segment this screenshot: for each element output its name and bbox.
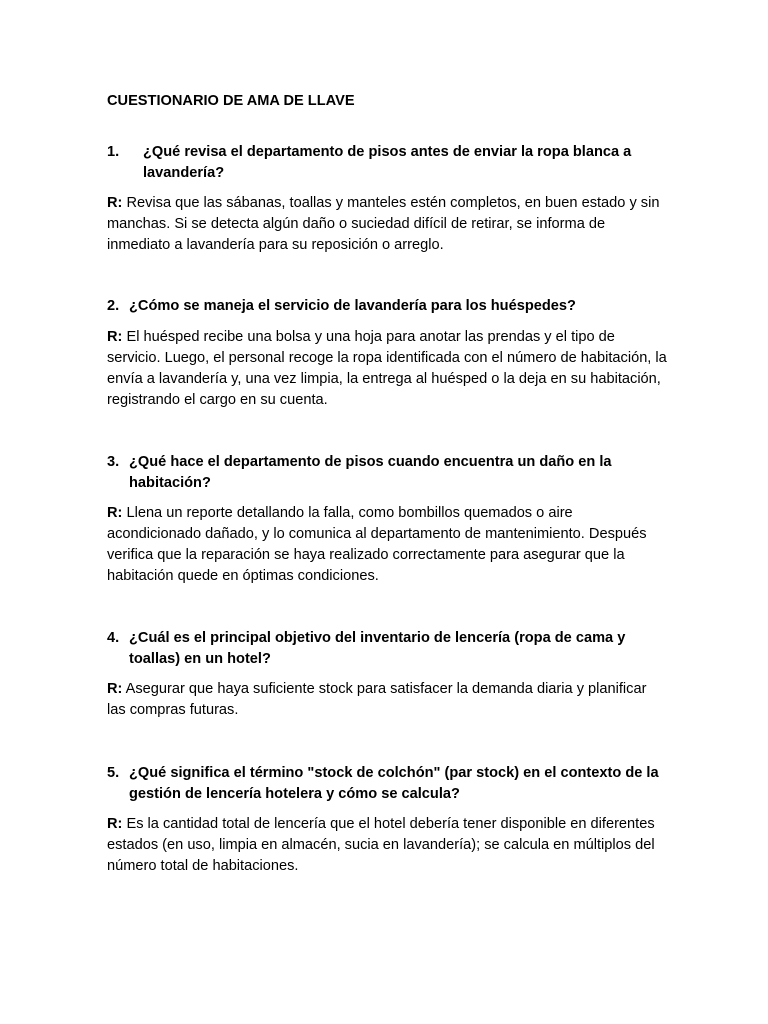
question-text: ¿Cuál es el principal objetivo del inventario de lencería (ropa de cama y toallas) en un hotel?: [129, 630, 626, 667]
question-3: [107, 452, 667, 493]
qa-item-5: [107, 763, 667, 877]
question-4: [107, 628, 667, 669]
question-number: 3.: [107, 454, 120, 470]
answer-text: El huésped recibe una bolsa y una hoja para anotar las prendas y el tipo de servicio. Luego, el personal recoge la ropa identificada con el número de habitación, la envía a lavandería y, una vez limpia, la entrega al huésped o la deja en su habitación, registrando el cargo en su cuenta.: [107, 328, 667, 408]
question-number: 5.: [107, 765, 120, 781]
qa-item-1: [107, 142, 667, 256]
answer-3: [107, 503, 667, 587]
question-5: [107, 763, 667, 804]
question-2: [107, 296, 667, 317]
answer-text: Revisa que las sábanas, toallas y manteles estén completos, en buen estado y sin manchas. Si se detecta algún daño o suciedad difícil de retirar, se informa de inmediato a lavandería para su reposición o arreglo.: [107, 195, 660, 253]
question-1: [107, 142, 667, 183]
answer-text: Asegurar que haya suficiente stock para satisfacer la demanda diaria y planificar las compras futuras.: [107, 681, 647, 718]
question-number: 1.: [107, 144, 120, 160]
question-number: 2.: [107, 298, 120, 314]
answer-text: Llena un reporte detallando la falla, como bombillos quemados o aire acondicionado dañado, y lo comunica al departamento de mantenimiento. Después verifica que la reparación se haya realizado correctamente para asegurar que la habitación quede en óptimas condiciones.: [107, 505, 647, 584]
question-text: ¿Cómo se maneja el servicio de lavandería para los huéspedes?: [129, 298, 576, 314]
answer-label: R:: [107, 195, 123, 211]
document-title: CUESTIONARIO DE AMA DE LLAVE: [107, 93, 355, 109]
answer-5: [107, 814, 667, 877]
question-text: ¿Qué hace el departamento de pisos cuando encuentra un daño en la habitación?: [129, 454, 612, 491]
question-text: ¿Qué revisa el departamento de pisos antes de enviar la ropa blanca a lavandería?: [143, 144, 632, 181]
answer-label: R:: [107, 681, 123, 697]
answer-text: Es la cantidad total de lencería que el hotel debería tener disponible en diferentes estados (en uso, limpia en almacén, sucia en lavandería); se calcula en múltiplos del número total de habitaciones.: [107, 816, 655, 874]
answer-2: [107, 327, 667, 411]
answer-label: R:: [107, 816, 123, 832]
question-text: ¿Qué significa el término "stock de colchón" (par stock) en el contexto de la gestión de lencería hotelera y cómo se calcula?: [129, 765, 659, 802]
qa-item-3: [107, 452, 667, 587]
qa-item-4: [107, 628, 667, 721]
answer-4: [107, 679, 667, 721]
answer-label: R:: [107, 505, 123, 521]
qa-item-2: [107, 296, 667, 411]
question-number: 4.: [107, 630, 120, 646]
answer-label: R:: [107, 328, 123, 345]
answer-1: [107, 193, 667, 256]
